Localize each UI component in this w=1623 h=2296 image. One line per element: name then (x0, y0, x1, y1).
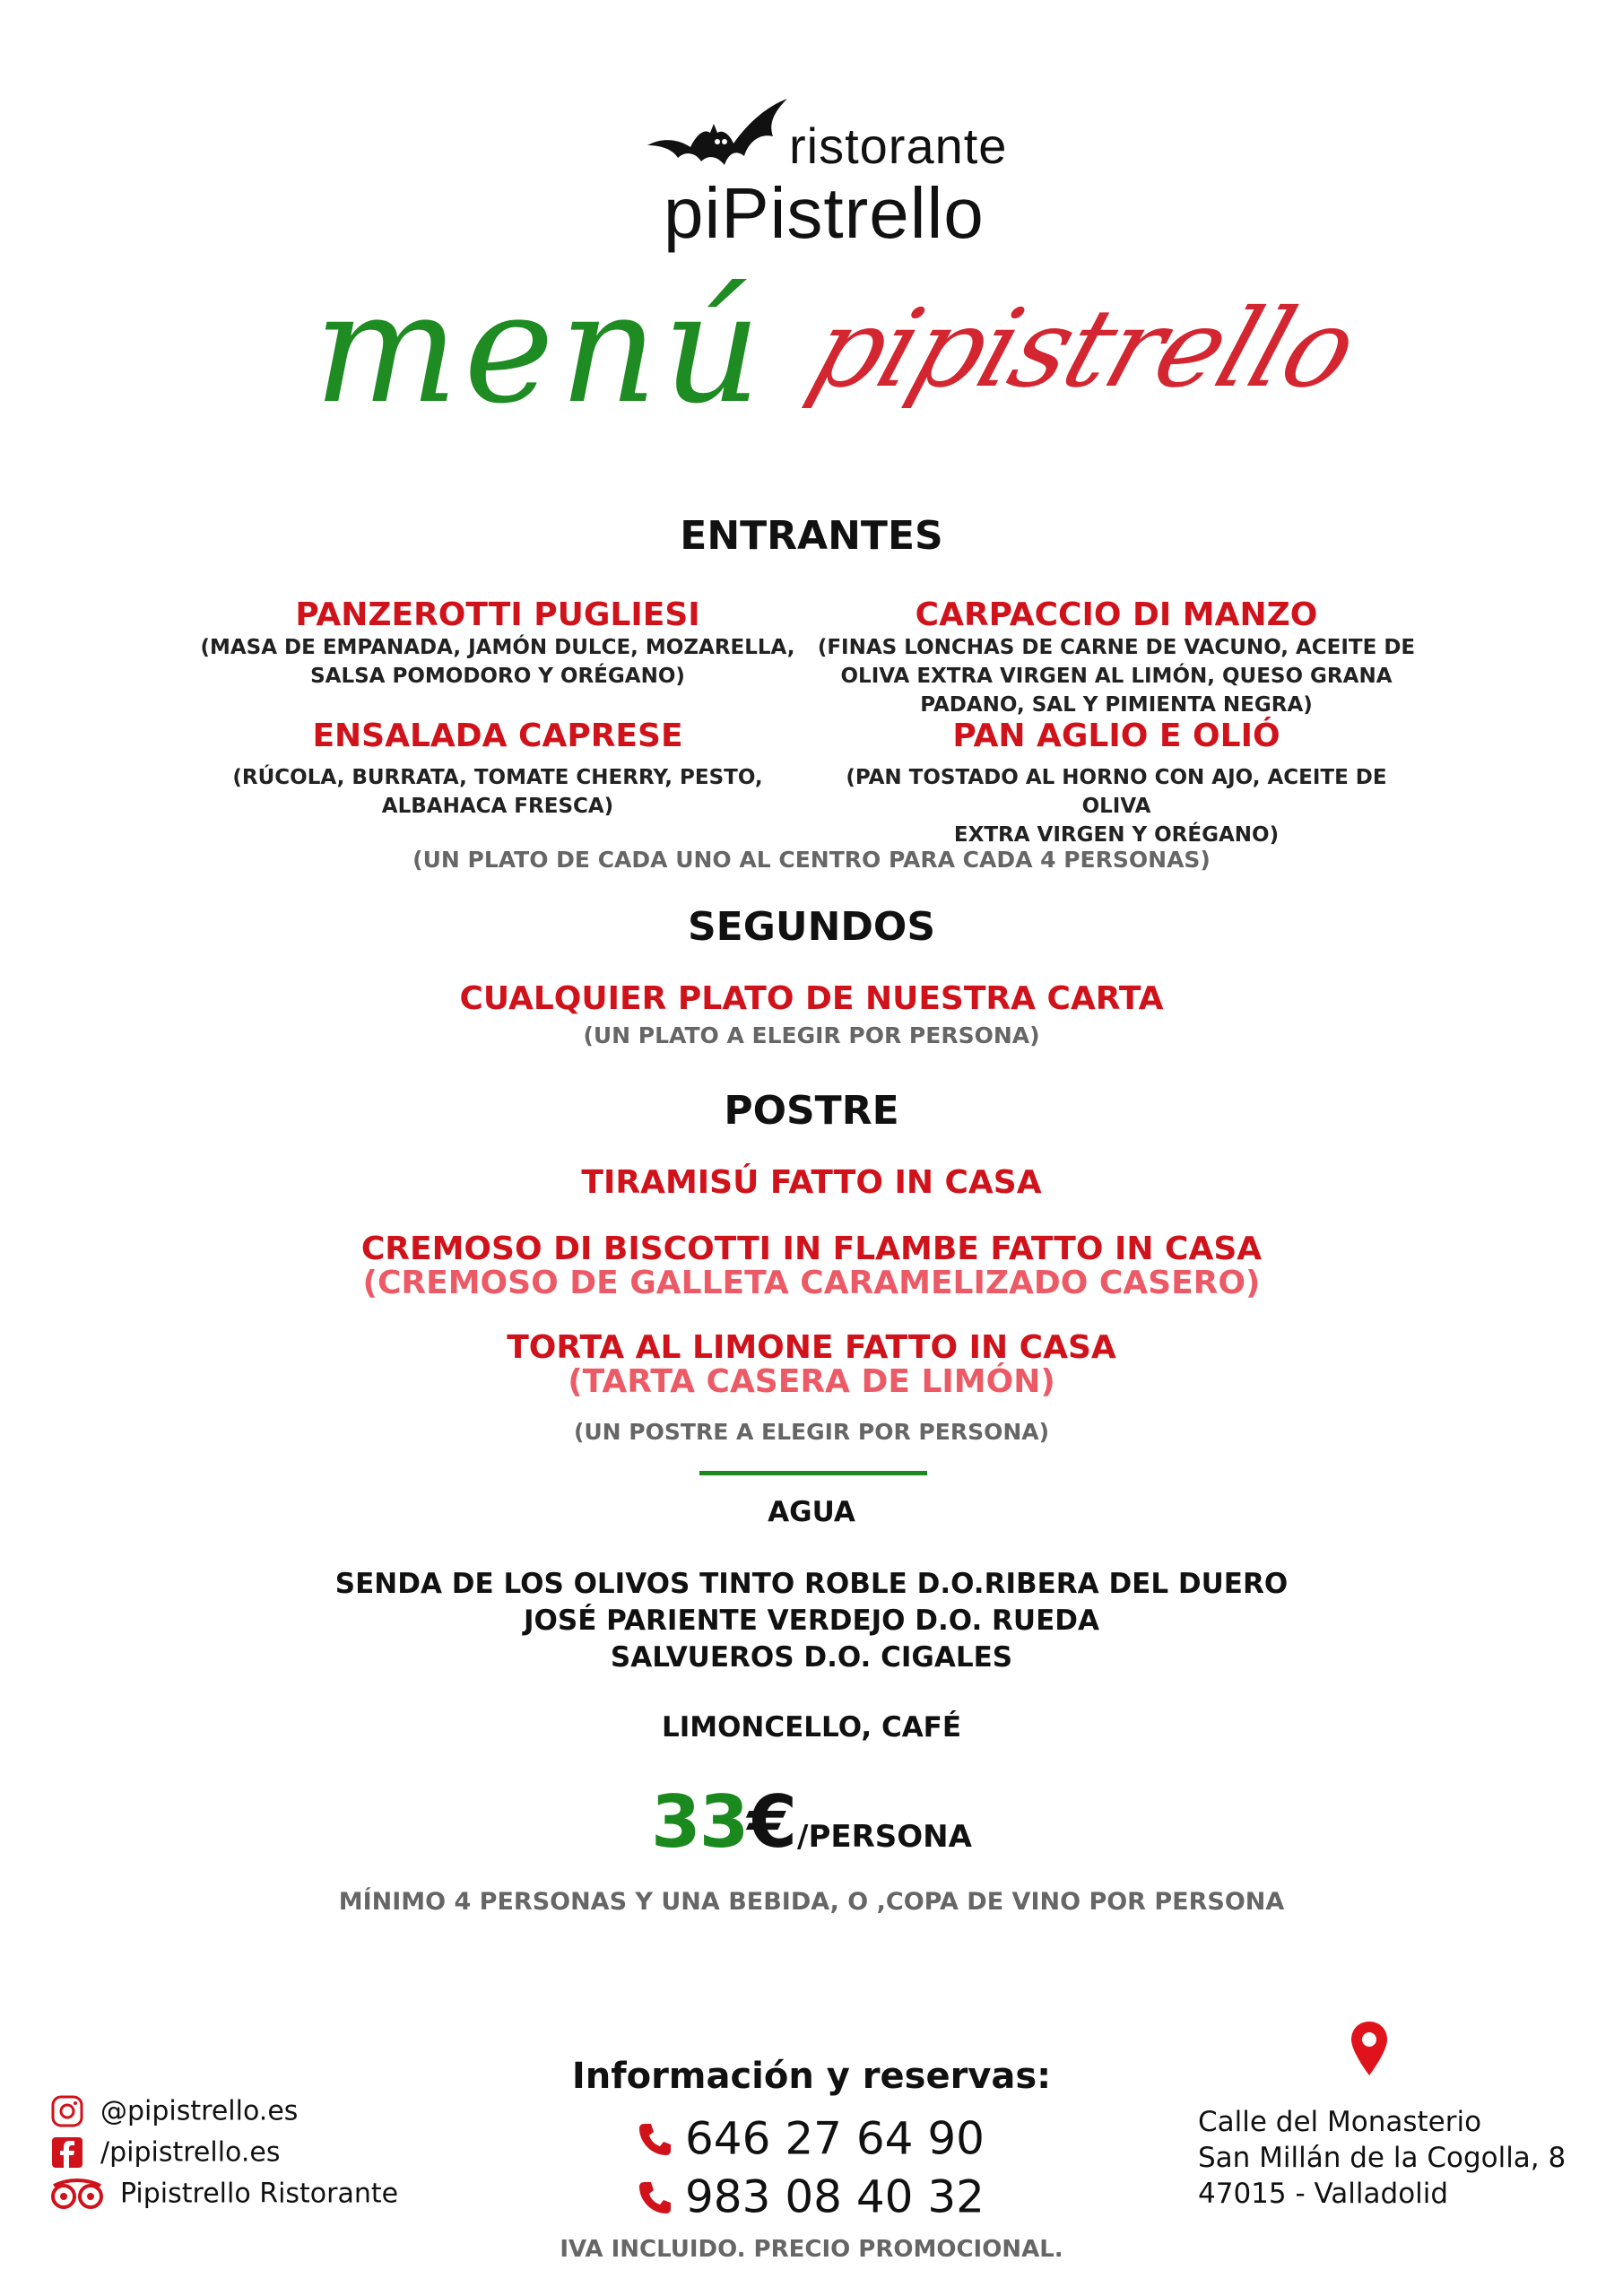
postre-item-sub: (TARTA CASERA DE LIMÓN) (568, 1363, 1055, 1400)
heading-segundos: SEGUNDOS (687, 904, 936, 950)
logo-word-pipistrello: piPistrello (664, 173, 985, 253)
tripadvisor-icon (50, 2177, 104, 2211)
wine-item: SALVUEROS D.O. CIGALES (610, 1641, 1013, 1674)
segundos-note: (UN PLATO A ELEGIR POR PERSONA) (583, 1022, 1040, 1048)
dish-name: CARPACCIO DI MANZO (915, 596, 1318, 633)
contact-title: Información y reservas: (571, 2056, 1052, 2097)
heading-postre: POSTRE (724, 1088, 899, 1134)
address-block (1198, 2104, 1566, 2212)
menu-script-title (314, 260, 1371, 457)
phone-icon (637, 2121, 673, 2157)
price (0, 1780, 1623, 1864)
footer-note: IVA INCLUIDO. PRECIO PROMOCIONAL. (560, 2236, 1063, 2263)
postre-item: TIRAMISÚ FATTO IN CASA (581, 1164, 1042, 1201)
phone-icon (637, 2179, 673, 2215)
title-brand-word: pipistrello (795, 287, 1371, 412)
price-per: /PERSONA (797, 1819, 972, 1855)
logo-word-ristorante: ristorante (789, 117, 1008, 174)
postre-item-sub: (CREMOSO DE GALLETA CARAMELIZADO CASERO) (362, 1265, 1261, 1301)
postre-item: CREMOSO DI BISCOTTI IN FLAMBE FATTO IN CASA (360, 1231, 1263, 1267)
drink-water: AGUA (768, 1496, 855, 1528)
drink-after: LIMONCELLO, CAFÉ (661, 1711, 962, 1744)
dish-desc-line: OLIVA EXTRA VIRGEN AL LIMÓN, QUESO GRANA (840, 665, 1393, 688)
wine-item: JOSÉ PARIENTE VERDEJO D.O. RUEDA (523, 1605, 1099, 1637)
address-line: Calle del Monasterio (1198, 2106, 1482, 2138)
dish-desc-line: (MASA DE EMPANADA, JAMÓN DULCE, MOZARELLA, (200, 636, 795, 659)
address-line: San Millán de la Cogolla, 8 (1198, 2142, 1567, 2174)
facebook-icon (50, 2135, 84, 2170)
dish-desc-line: ALBAHACA FRESCA) (381, 795, 614, 818)
title-menu-word: menú (314, 260, 767, 438)
facebook-handle: /pipistrello.es (100, 2136, 281, 2169)
dish-panzerotti (193, 596, 803, 691)
dish-desc-line: SALSA POMODORO Y ORÉGANO) (310, 665, 685, 688)
dish-carpaccio (812, 596, 1421, 719)
address-line: 47015 - Valladolid (1198, 2178, 1449, 2210)
instagram-icon (50, 2094, 84, 2128)
wine-list (0, 1566, 1623, 1676)
phone-text: 646 27 64 90 (685, 2112, 985, 2165)
segundos-dish: CUALQUIER PLATO DE NUESTRA CARTA (459, 980, 1164, 1017)
dish-desc-line: (FINAS LONCHAS DE CARNE DE VACUNO, ACEITE DE (817, 636, 1416, 659)
dish-name: PAN AGLIO E OLIÓ (952, 718, 1280, 754)
heading-entrantes: ENTRANTES (680, 513, 943, 559)
bat-logo-icon (646, 90, 789, 170)
tripadvisor-name: Pipistrello Ristorante (120, 2178, 399, 2210)
postre-note: (UN POSTRE A ELEGIR POR PERSONA) (573, 1419, 1050, 1445)
wine-item: SENDA DE LOS OLIVOS TINTO ROBLE D.O.RIBERA DEL DUERO (334, 1568, 1289, 1600)
price-amount: 33 (651, 1780, 748, 1864)
location-pin-icon (1350, 2020, 1389, 2077)
instagram-handle: @pipistrello.es (100, 2095, 299, 2127)
dish-desc-line: (PAN TOSTADO AL HORNO CON AJO, ACEITE DE OLIVA (846, 766, 1387, 818)
postre-item: TORTA AL LIMONE FATTO IN CASA (507, 1329, 1116, 1366)
social-tripadvisor[interactable] (50, 2177, 398, 2213)
social-instagram[interactable] (50, 2094, 298, 2130)
dish-pan-aglio (812, 718, 1421, 849)
dish-desc-line: PADANO, SAL Y PIMIENTA NEGRA) (920, 693, 1313, 717)
phone-text: 983 08 40 32 (685, 2170, 985, 2223)
dish-desc-line: (RÚCOLA, BURRATA, TOMATE CHERRY, PESTO, (232, 766, 763, 789)
section-divider (699, 1471, 927, 1475)
minimum-note: MÍNIMO 4 PERSONAS Y UNA BEBIDA, O ,COPA DE VINO POR PERSONA (338, 1888, 1285, 1916)
dish-name: ENSALADA CAPRESE (312, 718, 683, 754)
dish-name: PANZEROTTI PUGLIESI (295, 596, 700, 633)
phone-number-2[interactable] (637, 2168, 985, 2223)
restaurant-logo (646, 90, 1022, 260)
phone-number-1[interactable] (637, 2109, 985, 2165)
entrantes-note: (UN PLATO DE CADA UNO AL CENTRO PARA CADA 4 PERSONAS) (412, 847, 1211, 873)
price-currency: € (747, 1780, 798, 1864)
social-facebook[interactable] (50, 2135, 281, 2171)
dish-desc-line: EXTRA VIRGEN Y ORÉGANO) (953, 823, 1280, 847)
dish-caprese (193, 718, 803, 821)
